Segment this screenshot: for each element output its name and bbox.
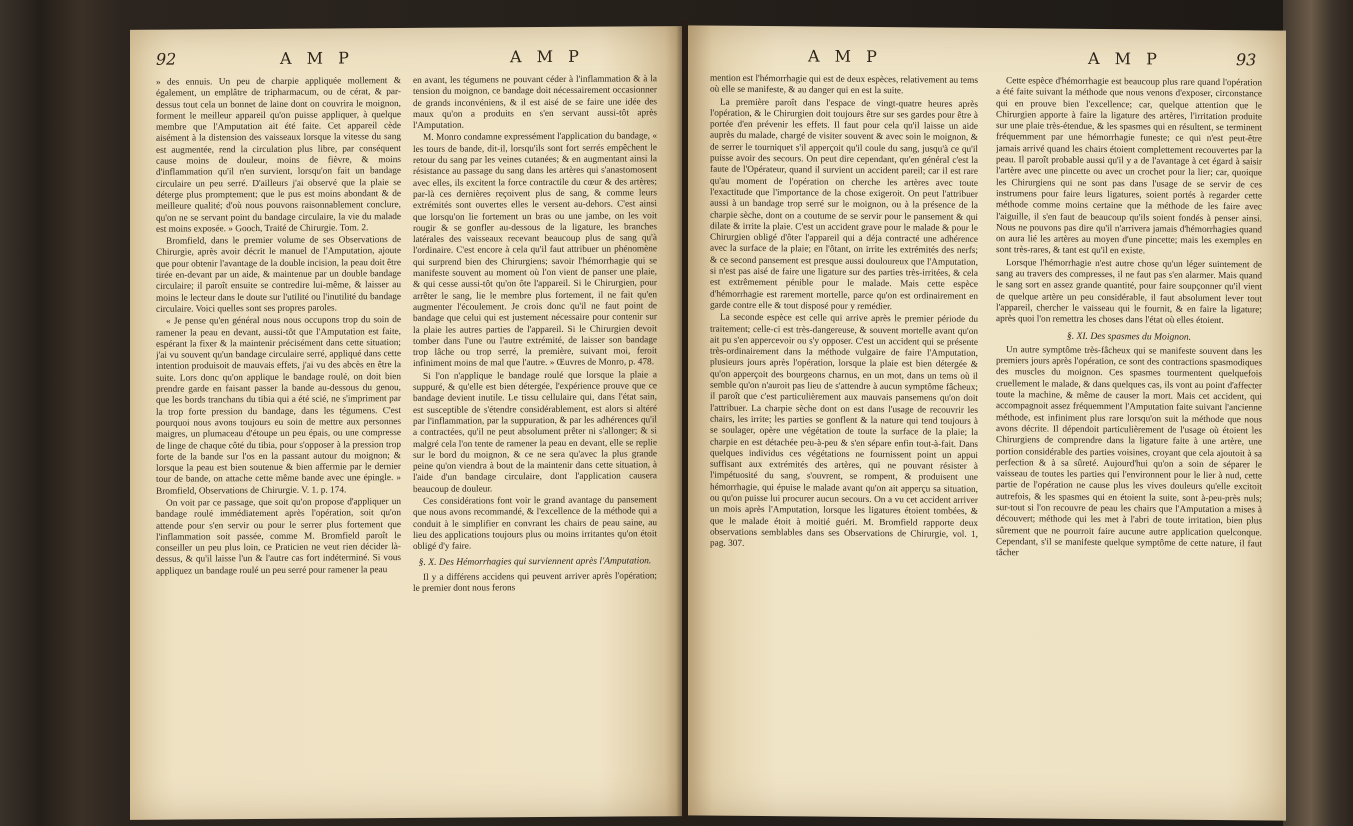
left-page-number: 92 bbox=[156, 49, 177, 69]
paragraph: Ces considérations font voir le grand avantage du pansement que nous avons recommandé, & l'excellence de la méthode qui a conduit à le simplifier en convrant les chairs de peau saine, au lieu des applications toujours plus ou moins irritantes qu'on étoit obligé d'y faire. bbox=[413, 495, 657, 553]
right-page bbox=[688, 25, 1286, 820]
paragraph: M. Monro condamne expressément l'application du bandage, « les tours de bande, dit-il, lorsqu'ils sont fort serrés empêchent le retour du sang par les veines cutanées; & en augmentant ainsi la résistance au passage du sang dans les artères qui s'anastomosent avec elles, ils excitent la force contractile du cœur & des artères; par-là ces dernières reçoivent plus de sang, & comme leurs extrémités sont ouvertes elles le versent au-dehors. C'est ainsi que lorsqu'on lie fortement un bras ou une jambe, on les voit rougir & se gonfler au-dessous de la ligature, les branches latérales des vaisseaux recevant beaucoup plus de sang qu'à l'ordinaire. C'est encore à cela qu'il faut attribuer un phénomène qui surprend bien des Chirurgiens; savoir l'hémorrhagie qui se manifeste souvent au moment où l'on vient de panser une plaie, & qui cesse aussi-tôt qu'on ôte l'appareil. Si le Chirurgien, pour arrêter le sang, lie le membre plus fortement, il ne fait qu'en augmenter l'écoulement. Je crois donc qu'il ne faut point de bandage que celui qui est justement nécessaire pour contenir sur la plaie les autres parties de l'appareil. Si le Chirurgien devoit tomber dans l'une ou l'autre extrémité, de laisser son bandage trop lâche ou trop serré, la première, suivant moi, feroit infiniment moins de mal que l'autre. » Œuvres de Monro, p. 478. bbox=[413, 131, 657, 370]
section-heading: §. X. Des Hémorrhagies qui surviennent après l'Amputation. bbox=[418, 555, 652, 569]
right-running-head: A M P bbox=[808, 46, 882, 67]
paragraph: La première paroît dans l'espace de vingt-quatre heures après l'opération, & le Chirurgien doit toujours être sur ses gardes pour être à portée d'en prévenir les effets. Il faut pour cela qu'il laisse un aide auprès du malade, chargé de visiter souvent & avec soin le moignon, & de serrer le tourniquet s'il apperçoit qu'il coule du sang, jusqu'à ce qu'il puisse avoir des secours. On peut dire cependant, qu'en général c'est la faute de l'Opérateur, quand il survient un accident pareil; car il est rare qu'au moment de l'opération on cherche les artères avec toute l'exactitude que l'importance de la chose exigeroit. On peut l'attribuer aussi à un bandage trop serré sur le moignon, ou à la présence de la charpie sèche, dont on a coutume de se servir pour le pansement & qui dilate & irrite la plaie. C'est un accident grave pour le malade & pour le Chirurgien obligé d'ôter l'appareil qui a déja contracté une adhérence avec la surface de la plaie; en l'ôtant, on irrite les extrémités des nerfs; & ce second pansement est presque aussi douloureux que l'Amputation, si n'est pas aisé de faire une ligature sur des parties très-irritées, & cela est extrêmement pénible pour le malade. Mais cette espèce d'hémorrhagie est rarement mortelle, parce qu'on est ordinairement en garde contre elle & tout disposé pour y remédier. bbox=[710, 97, 978, 313]
section-heading: §. XI. Des spasmes du Moignon. bbox=[1066, 330, 1192, 343]
paragraph: « Je pense qu'en général nous nous occupons trop du soin de ramener la peau en devant, aussi-tôt que l'Amputation est faite, espérant la fixer & la maintenir précisément dans cette situation; j'ai vu souvent qu'un bandage circulaire serré, appliqué dans cette intention produisoit de mauvais effets, j'ai vu des abcès en être la suite. Lors donc qu'on applique le bandage roulé, on doit bien prendre garde en faisant passer la bande au-dessous du genou, que les bords tranchans du tibia qui a été scié, ne s'impriment par la trop forte pression du bandage, dans les tégumens. C'est pourquoi nous avons toujours eu soin de mettre aux personnes maigres, un plumaceau d'étoupe un peu épais, ou une compresse de linge de chaque côté du tibia, pour s'opposer à la pression trop forte de la bande sur l'os en la passant autour du moignon; & lorsque la peau est bien soutenue & bien affermie par le dernier tour de bande, on attache cette même bande avec une épingle. » Bromfield, Observations de Chirurgie. V. 1. p. 174. bbox=[156, 315, 401, 497]
right-running-head-2: A M P bbox=[1088, 48, 1162, 69]
paragraph: Lorsque l'hémorrhagie n'est autre chose qu'un léger suintement de sang au travers des compresses, il ne faut pas s'en alarmer. Mais quand le sang sort en assez grande quantité, pour faire soupçonner qu'il vient de quelque artère un peu considérable, il faut absolument lever tout l'appareil, chercher le vaisseau qui le fournit, & en faire la ligature; après quoi l'on remettra les choses dans l'état où elles étoient. bbox=[996, 257, 1262, 327]
right-page-number: 93 bbox=[1236, 50, 1257, 70]
left-column-2 bbox=[413, 74, 657, 808]
paragraph: » des ennuis. Un peu de charpie appliquée mollement & également, un emplâtre de tripharmacum, ou de cérat, & par-dessus tout cela un bonnet de laine dont on couvrira le moignon, forment le meilleur appareil qu'on puisse appliquer, à quelque membre que l'Amputation ait été faite. Cet appareil cède aisément à la distension des vaisseaux lorsque la vitesse du sang est augmentée, rend la circulation plus libre, par conséquent cause moins de douleur, moins de fièvre, & moins d'inflammation qu'il n'en survient, lorsqu'on fait un bandage circulaire un peu serré. D'ailleurs j'ai observé que la plaie se déterge plus promptement; que le pus est moins abondant & de meilleure qualité; d'où nous pouvons raisonnablement conclure, qu'on ne se servant point du bandage circulaire, la vie du malade est moins exposée. » Gooch, Traité de Chirurgie. Tom. 2. bbox=[156, 76, 401, 235]
right-column-2 bbox=[996, 76, 1262, 810]
paragraph: Un autre symptôme très-fâcheux qui se manifeste souvent dans les premiers jours après l'opération, ce sont des contractions spasmodiques des muscles du moignon. Ces spasmes tourmentent quelquefois cruellement le malade, & dans quelques cas, ils vont au point d'affecter toute la machine, & même de causer la mort. Mais cet accident, qui accompagnoit assez fréquemment l'Amputation faite suivant l'ancienne méthode, est infiniment plus rare lorsqu'on suit la méthode que nous avons décrite. Il dépendoit particulièrement de l'usage où étoient les Chirurgiens de comprendre dans la ligature faite à une artère, une portion considérable des parties voisines, croyant que cela ajoutoit à sa perfection & à sa sûreté. Aujourd'hui qu'on a soin de séparer le vaisseau de toutes les parties qui l'environnent pour le lier à nud, cette partie de l'opération ne cause plus les vives douleurs qu'elle excitoit autrefois, & les spasmes qui en étoient la suite, sont à-peu-près nuls; sur-tout si l'on recouvre de peau les chairs que l'Amputation a mises à découvert; méthode qui les met à l'abri de toute irritation, bien plus sûrement que ne pourroit faire aucune autre application quelconque. Cependant, s'il se manifeste quelque symptôme de cette nature, il faut tâcher bbox=[996, 344, 1262, 559]
left-running-head: A M P bbox=[280, 48, 354, 68]
left-page-header bbox=[130, 44, 682, 74]
left-column-1 bbox=[156, 76, 401, 810]
paragraph: La seconde espèce est celle qui arrive après le premier période du traitement; celle-ci est très-dangereuse, & souvent mortelle avant qu'on ait pu s'en appercevoir ou s'y opposer. C'est un accident qui se présente très-ordinairement dans la méthode vulgaire de faire l'Amputation, plusieurs jours après l'opération, lorsque la plaie est bien détergée & qu'on apperçoit des bourgeons charnus, en un mot, dans un tems où il semble qu'on n'auroit pas lieu de s'attendre à aucun symptôme fâcheux; il paroît que c'est particulièrement aux mauvais pansemens qu'on doit l'attribuer. La charpie sèche dont on est dans l'usage de recouvrir les chairs, les irrite; les parties se gonflent & la nature qui tend toujours à se soulager, opère une végétation de toute la surface de la plaie; la charpie en est détachée peu-à-peu & s'en sépare enfin tout-à-fait. Dans quelques individus ces végétations ne fournissent point un appui suffisant aux extrémités des artères, qui ne pouvant résister à l'impétuosité du sang, s'ouvrent, se rompent, & produisent une hémorrhagie, qui épuise le malade avant qu'on ait apperçu sa situation, ou qu'on puisse lui procurer aucun secours. On a vu cet accident arriver un mois après l'Amputation, lorsque les ligatures étoient tombées, & que le malade étoit à moitié guéri. M. Bromfield rapporte deux observations semblables dans ses Observations de Chirurgie, vol. 1, pag. 307. bbox=[710, 312, 978, 550]
paragraph: On voit par ce passage, que soit qu'on propose d'appliquer un bandage roulé immédiatement après l'opération, soit qu'on attende pour s'en servir ou pour le serrer plus fortement que l'inflammation soit passée, comme M. Bromfield paroît le conseiller un peu plus loin, ce Praticien ne veut rien décider là-dessus, & qu'il laisse l'un & l'autre cas fort indéterminé. Si vous appliquez un bandage roulé un peu serré pour ramener la peau bbox=[156, 497, 401, 577]
paragraph: mention est l'hémorrhagie qui est de deux espèces, relativement au tems où elle se manifeste, & au danger qui en est la suite. bbox=[710, 73, 978, 97]
left-running-head-2: A M P bbox=[510, 46, 584, 67]
right-page-header bbox=[688, 43, 1286, 74]
left-page bbox=[130, 26, 682, 820]
paragraph: Si l'on n'applique le bandage roulé que lorsque la plaie a suppuré, & qu'elle est bien détergée, l'expérience prouve que ce bandage devient inutile. Le tissu cellulaire qui, dans l'état sain, est susceptible de s'étendre considérablement, est alors si altéré par l'inflammation, par la suppuration, & par les adhérences qu'il a contractées, qu'il ne peut absolument prêter ni s'allonger; & si malgré cela l'on tente de ramener la peau en devant, elle se replie sur le bord du moignon, & ce ne sera qu'avec la plus grande peine qu'on viendra à bout de la maintenir dans cette situation, à l'aide d'un bandage circulaire, dont l'application causera beaucoup de douleur. bbox=[413, 369, 657, 495]
right-column-1 bbox=[710, 74, 978, 808]
paragraph: Il y a différens accidens qui peuvent arriver après l'opération; le premier dont nous ferons bbox=[413, 571, 657, 595]
paragraph: Bromfield, dans le premier volume de ses Observations de Chirurgie, après avoir décrit le manuel de l'Amputation, ajoute que pour obtenir l'avantage de la double incision, la peau doit être tirée en-devant par un aide, & maintenue par un double bandage circulaire; il paroît ensuite se contredire lui-même, & laisser au moins le lecteur dans le doute sur l'utilité ou l'inutilité du bandage circulaire. Voici quelles sont ses propres paroles. bbox=[156, 235, 401, 315]
paragraph: Cette espèce d'hémorrhagie est beaucoup plus rare quand l'opération a été faite suivant la méthode que nous venons d'exposer, circonstance qui en prouve bien l'excellence; car, quelque attention que le Chirurgien apporte à faire la ligature des artères, l'irritation produite sur une plaie très-étendue, & les spasmes qui en résultent, se terminent fréquemment par une hémorrhagie funeste; ce qui n'est peut-être jamais arrivé quand les chairs étoient complettement recouvertes par la peau. Il paroît probable aussi qu'il y a de l'avantage à cet égard à saisir l'artère avec une pincette ou avec un crochet pour la lier; car, quoique les Chirurgiens qui ne sont pas dans l'usage de se servir de ces instrumens pour faire leurs ligatures, soient portés à regarder cette méthode comme moins certaine que la méthode de les faire avec l'aiguille, il s'en faut de beaucoup qu'ils soient fondés à penser ainsi. Nous ne pouvons pas dire qu'il n'arrivera jamais d'hémorrhagies quand on aura lié les artères au moyen d'une pincette; mais les exemples en sont très-rares, & tant est qu'il en existe. bbox=[996, 76, 1262, 257]
paragraph: en avant, les tégumens ne pouvant céder à l'inflammation & à la tension du moignon, ce bandage doit nécessairement occasionner de grands inconvéniens, & il est aisé de se faire une idée des maux qu'on a produits en s'en servant aussi-tôt après l'Amputation. bbox=[413, 74, 657, 132]
